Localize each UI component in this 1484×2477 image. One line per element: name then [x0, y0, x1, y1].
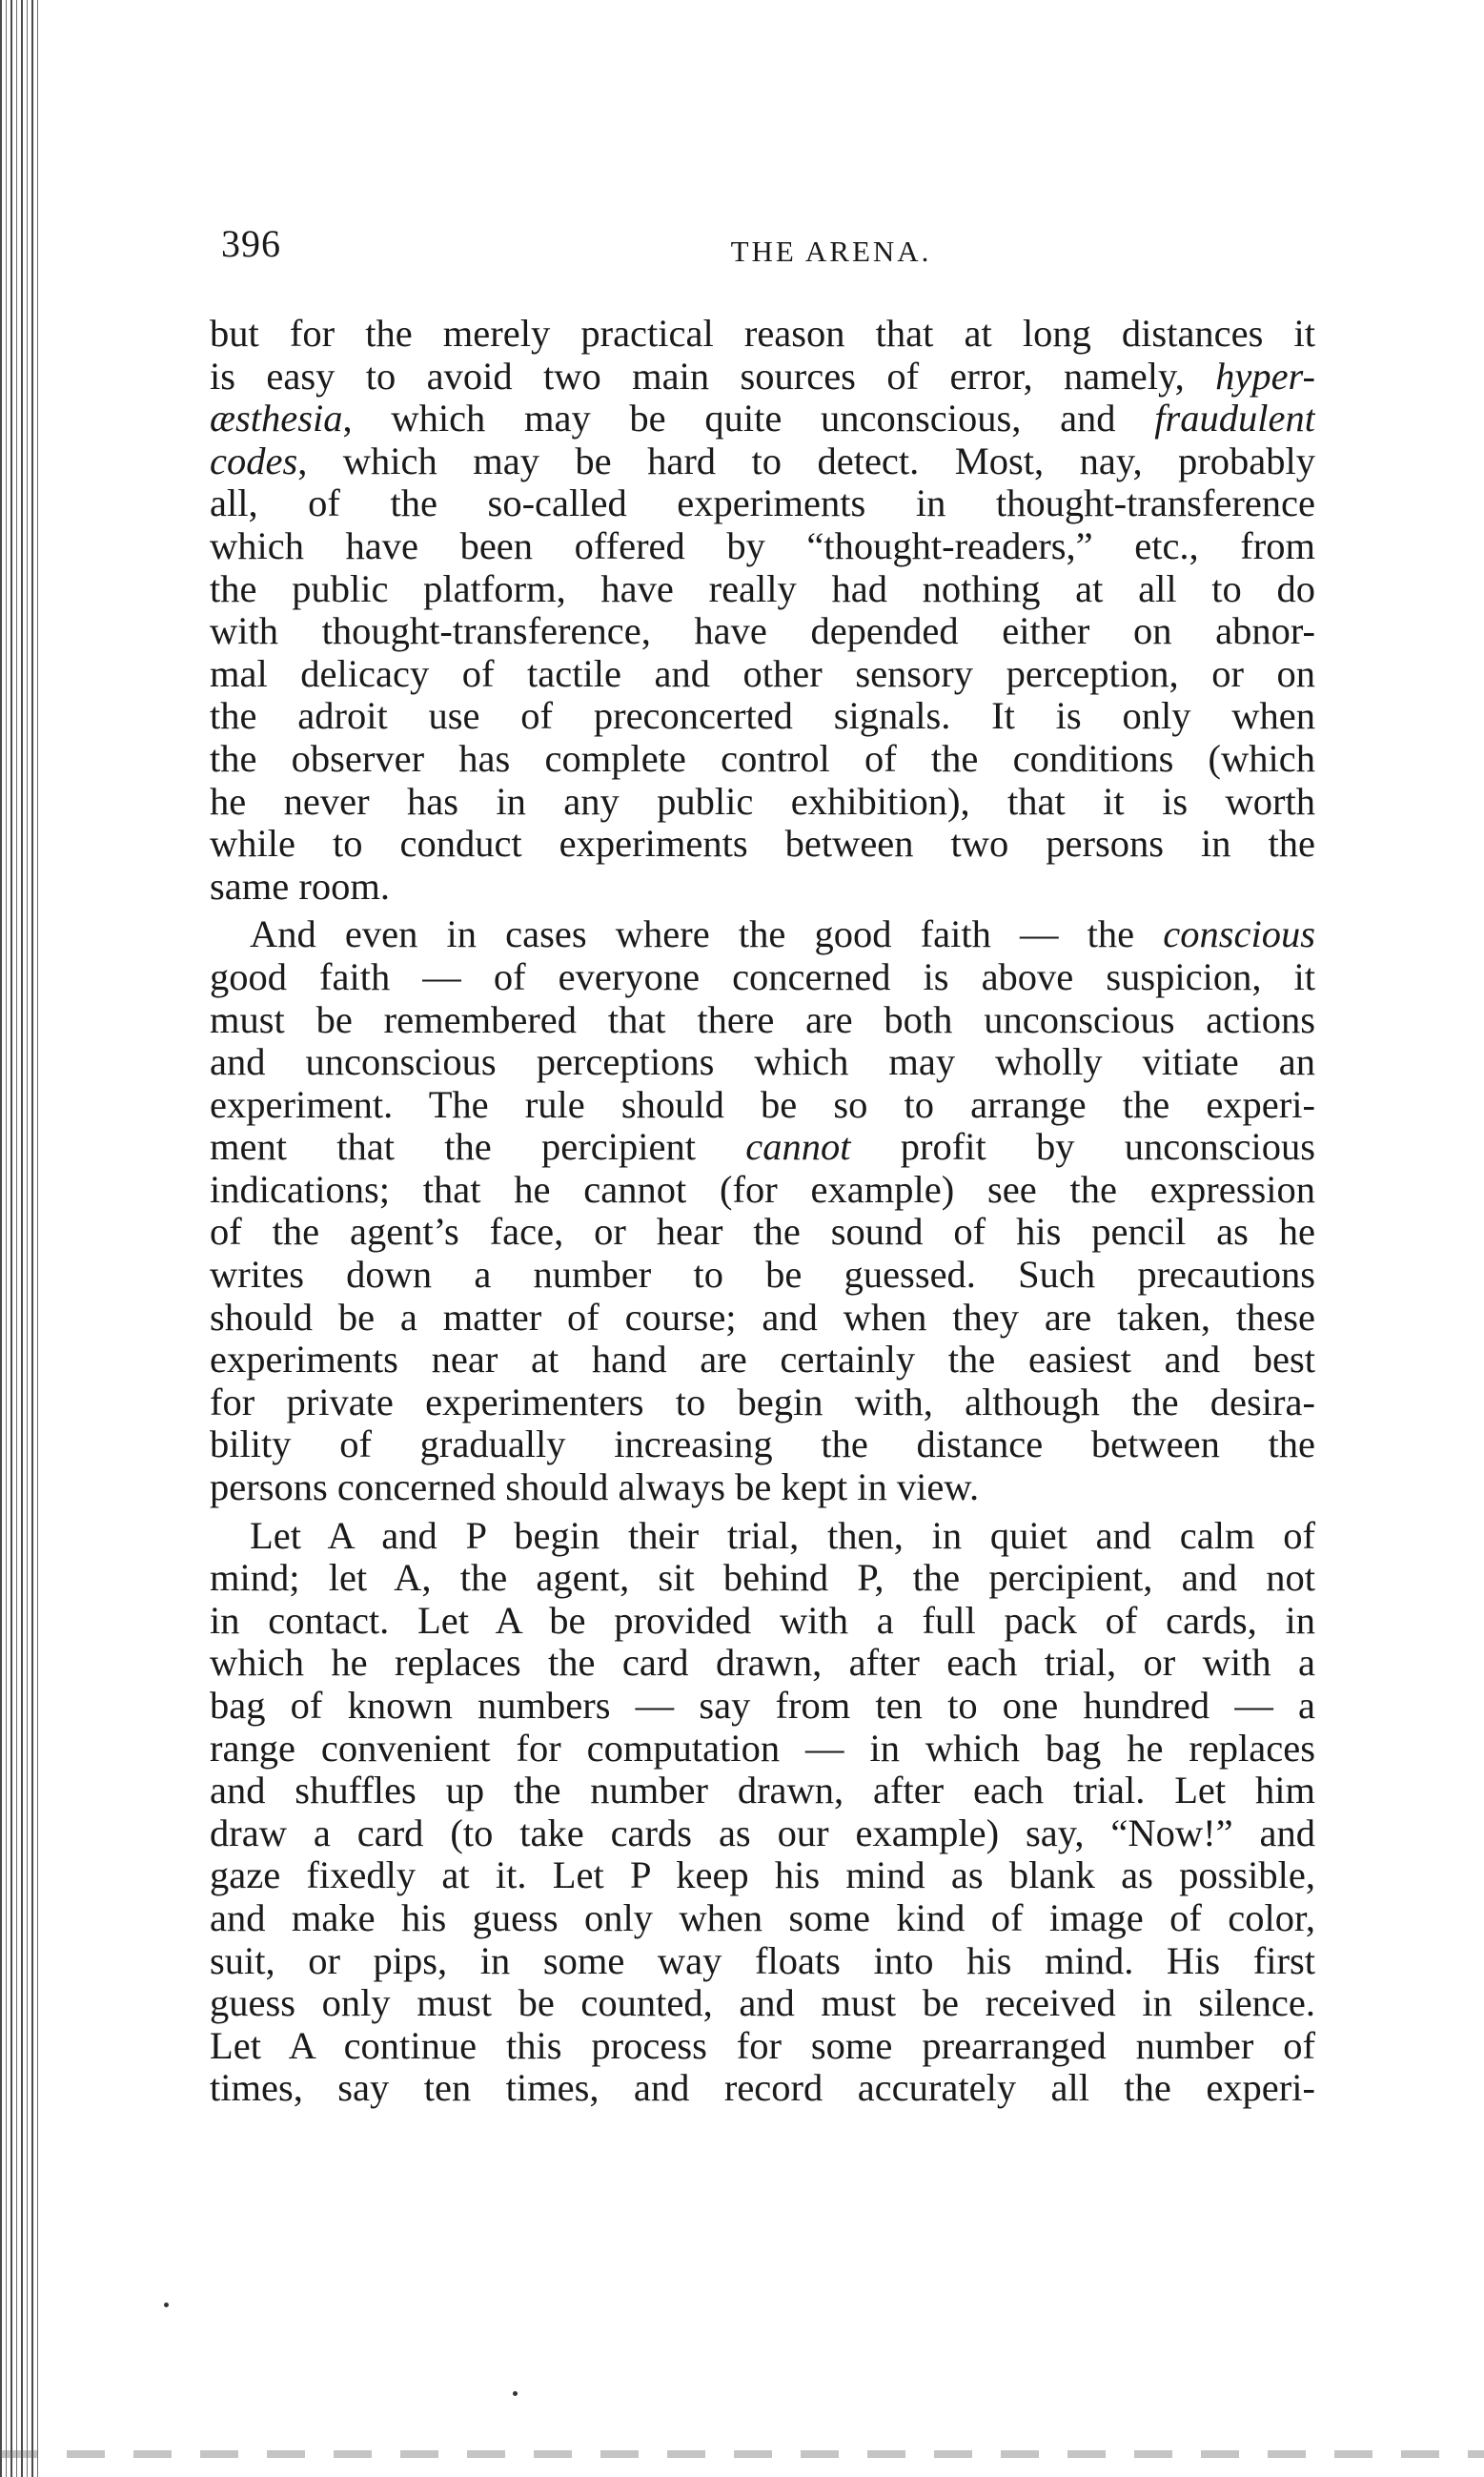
- text-line: indications; that he cannot (for example) see the expression: [210, 1168, 1315, 1211]
- text-line: bag of known numbers — say from ten to one hundred — a: [210, 1685, 1315, 1727]
- text-line: experiment. The rule should be so to arrange the experi-: [210, 1083, 1315, 1126]
- page-number: 396: [221, 222, 281, 265]
- text-line: bility of gradually increasing the distance between the: [210, 1423, 1315, 1466]
- text-line: and shuffles up the number drawn, after each trial. Let him: [210, 1770, 1315, 1812]
- text-line: he never has in any public exhibition), that it is worth: [210, 780, 1315, 823]
- text-line: the adroit use of preconcerted signals. It is only when: [210, 695, 1315, 738]
- text-line: writes down a number to be guessed. Such precautions: [210, 1254, 1315, 1297]
- text-line: And even in cases where the good faith — the conscious: [250, 913, 1315, 956]
- text-line: same room.: [210, 865, 390, 908]
- text-line: gaze fixedly at it. Let P keep his mind as blank as possible,: [210, 1854, 1315, 1897]
- running-head: THE ARENA.: [730, 235, 932, 268]
- scan-bottom-edge: [0, 2450, 1484, 2458]
- text-line: codes, which may be hard to detect. Most, nay, probably: [210, 440, 1315, 482]
- text-line: guess only must be counted, and must be received in silence.: [210, 1982, 1315, 2025]
- text-line: and make his guess only when some kind of image of color,: [210, 1896, 1315, 1939]
- text-line: persons concerned should always be kept in view.: [210, 1466, 980, 1509]
- text-line: range convenient for computation — in which bag he replaces: [210, 1727, 1315, 1770]
- text-line: should be a matter of course; and when they are taken, these: [210, 1296, 1315, 1339]
- text-line: which have been offered by “thought-readers,” etc., from: [210, 524, 1315, 567]
- page-body-text: [210, 313, 1315, 2110]
- stray-ink-mark: [513, 2391, 518, 2396]
- text-line: for private experimenters to begin with, although the desira-: [210, 1381, 1315, 1423]
- text-line: the observer has complete control of the conditions (which: [210, 737, 1315, 780]
- text-line: mind; let A, the agent, sit behind P, the percipient, and not: [210, 1557, 1315, 1600]
- scan-binding-edge: [0, 0, 38, 2477]
- text-line: of the agent’s face, or hear the sound of his pencil as he: [210, 1211, 1315, 1254]
- text-line: times, say ten times, and record accurately all the experi-: [210, 2067, 1315, 2110]
- text-line: draw a card (to take cards as our example) say, “Now!” and: [210, 1812, 1315, 1854]
- text-line: in contact. Let A be provided with a full pack of cards, in: [210, 1599, 1315, 1642]
- text-line: the public platform, have really had nothing at all to do: [210, 567, 1315, 610]
- page-header: [221, 221, 1327, 278]
- text-line: æsthesia, which may be quite unconscious, and fraudulent: [210, 398, 1315, 440]
- stray-ink-mark: [164, 2303, 169, 2307]
- text-line: with thought-transference, have depended either on abnor-: [210, 610, 1315, 653]
- text-line: ment that the percipient cannot profit by unconscious: [210, 1126, 1315, 1169]
- paragraph: [210, 1515, 1315, 2110]
- text-line: mal delicacy of tactile and other sensory perception, or on: [210, 652, 1315, 695]
- text-line: but for the merely practical reason that at long distances it: [210, 313, 1315, 355]
- text-line: is easy to avoid two main sources of error, namely, hyper-: [210, 355, 1315, 398]
- text-line: must be remembered that there are both unconscious actions: [210, 998, 1315, 1041]
- text-line: good faith — of everyone concerned is above suspicion, it: [210, 955, 1315, 998]
- text-line: while to conduct experiments between two persons in the: [210, 823, 1315, 866]
- text-line: which he replaces the card drawn, after each trial, or with a: [210, 1642, 1315, 1685]
- text-line: all, of the so-called experiments in thought-transference: [210, 482, 1315, 525]
- paragraph: [210, 313, 1315, 908]
- text-line: and unconscious perceptions which may wholly vitiate an: [210, 1041, 1315, 1084]
- text-line: Let A continue this process for some prearranged number of: [210, 2024, 1315, 2067]
- paragraph: [210, 913, 1315, 1508]
- text-line: Let A and P begin their trial, then, in quiet and calm of: [250, 1514, 1315, 1557]
- text-line: suit, or pips, in some way floats into his mind. His first: [210, 1939, 1315, 1982]
- text-line: experiments near at hand are certainly the easiest and best: [210, 1339, 1315, 1382]
